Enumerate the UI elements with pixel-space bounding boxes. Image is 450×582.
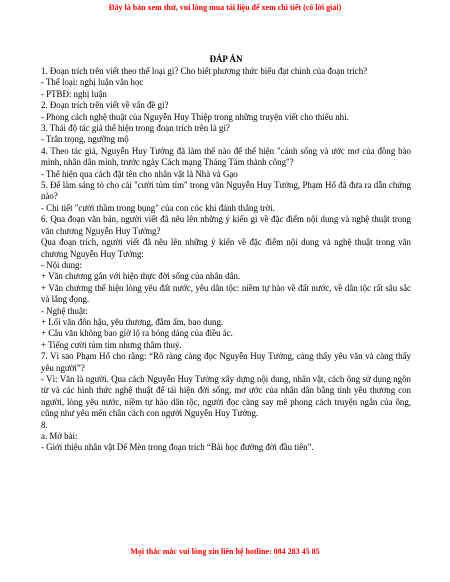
document-line: 4. Theo tác giả, Nguyễn Huy Tưởng đã làm thế nào để thể hiện "cảnh sống và ước mơ của đồng bào mình, nhân dân mình, trước ngày Cách mạng Tháng Tám thành công"? (41, 145, 411, 168)
document-line: - Thể hiện qua cách đặt tên cho nhân vật là Nhà và Gạo (41, 168, 238, 179)
document-line: 5. Để làm sáng tỏ cho cái "cười tủm tỉm" trong văn Nguyễn Huy Tưởng, Phạm Hổ đã đưa ra dẫn chứng nào? (41, 180, 411, 202)
document-line: 7. Vì sao Phạm Hổ cho rằng: “Rõ ràng càng đọc Nguyễn Huy Tưởng, càng thấy yêu văn và càng thấy yêu người”? (41, 351, 411, 373)
document-line: - Trân trọng, ngưỡng mộ (41, 134, 129, 145)
document-line: a. Mở bài: (41, 431, 78, 441)
document-line: - PTBĐ: nghị luận (41, 88, 107, 99)
document-line: Qua đoạn trích, người viết đã nêu lên những ý kiến về đặc điểm nội dung và nghệ thuật trong văn chương Nguyễn Huy Tưởng: (41, 237, 411, 259)
document-line: - Vì: Văn là người. Qua cách Nguyễn Huy Tưởng xây dựng nội dung, nhân vật, cách ông sử dụng ngôn từ và các hình thức nghệ thuật để tái hiện đời sống, mơ ước của nhân dân bằng tình yêu thương con người, lòng yêu nước, niềm tự hào dân tộc, người đọc càng say mê phong cách truyện ngắn của ông, cũng như yêu mến chân cách con người Nguyễn Huy Tưởng. (41, 373, 411, 419)
document-line: + Văn chương thể hiện lòng yêu đất nước, yêu dân tộc: niềm tự hào về đất nước, về dân tộc rất sâu sắc và lắng đọng. (41, 282, 411, 305)
document-line: - Thể loại: nghị luận văn học (41, 77, 144, 88)
document-line: 3. Thái độ tác giả thể hiện trong đoạn trích trên là gì? (41, 123, 230, 134)
answer-document (41, 52, 411, 454)
document-line: + Câu văn không bao giờ lộ ra bóng dáng của điều ác. (41, 328, 233, 339)
document-line: 2. Đoạn trích trên viết về vấn đề gì? (41, 100, 169, 111)
document-line: + Tiếng cười tủm tỉm nhưng thâm thuý. (41, 339, 182, 350)
document-line: 8. (41, 419, 48, 430)
document-title: ĐÁP ÁN (209, 54, 243, 64)
hotline-footer-banner: Mọi thắc mắc vui lòng xin liên hệ hotline: 084 283 45 85 (130, 547, 320, 556)
document-line: 1. Đoạn trích trên viết theo thể loại gì? Cho biết phương thức biểu đạt chính của đoạn trích? (41, 66, 368, 76)
document-line: 6. Qua đoạn văn bản, người viết đã nêu lên những ý kiến gì về đặc điểm nội dung và nghệ thuật trong văn chương Nguyễn Huy Tưởng? (41, 214, 411, 236)
document-line: + Lối văn đôn hậu, yêu thương, đằm ấm, bao dung. (41, 316, 224, 327)
document-line: - Nghệ thuật: (41, 305, 88, 316)
document-line: - Giới thiệu nhân vật Dế Mèn trong đoạn trích “Bài học đường đời đầu tiên”. (41, 442, 314, 453)
document-line: - Nội dung: (41, 259, 82, 270)
document-line: + Văn chương gắn với hiện thực đời sống của nhân dân. (41, 271, 241, 282)
document-line: - Phong cách nghệ thuật của Nguyễn Huy Thiệp trong những truyện viết cho thiếu nhi. (41, 111, 349, 122)
document-line: - Chi tiết "cười thầm trong bụng" của con cóc khi đánh thắng trời. (41, 202, 275, 213)
preview-notice-banner: Đây là bản xem thử, vui lòng mua tài liệu để xem chi tiết (có lời giải) (108, 3, 342, 12)
